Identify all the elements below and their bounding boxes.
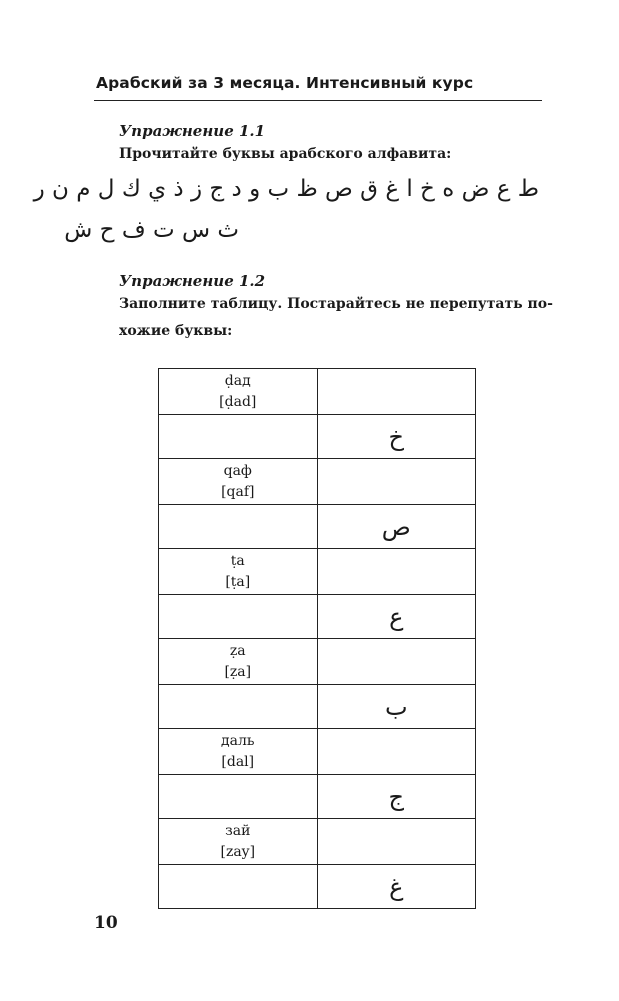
arabic-letter: ع bbox=[389, 602, 404, 631]
letter-name: qаф bbox=[223, 462, 252, 479]
letter-transcription: [ṭa] bbox=[225, 573, 251, 590]
arabic-letters-line-1: ط ع ض ه خ ا غ ق ص ظ ب و د ج ز ذ ي ك ل م ن ر bbox=[33, 176, 539, 202]
letter-transcription: [qaf] bbox=[221, 483, 255, 500]
arabic-letter: ج bbox=[388, 782, 405, 811]
arabic-letter: ص bbox=[381, 512, 411, 541]
exercise-2-instruction-line-1: Заполните таблицу. Постарайтесь не перепутать по- bbox=[119, 296, 553, 312]
letter-transcription: [ẓa] bbox=[224, 663, 252, 680]
arabic-letter-cell[interactable] bbox=[317, 549, 475, 595]
table-row bbox=[159, 595, 476, 639]
exercise-2-title: Упражнение 1.2 bbox=[119, 272, 266, 290]
table-row bbox=[159, 549, 476, 595]
letter-name: ṭа bbox=[230, 552, 245, 569]
arabic-letter-cell bbox=[317, 505, 475, 549]
page-number: 10 bbox=[94, 913, 118, 933]
table-row bbox=[159, 729, 476, 775]
arabic-letter-cell bbox=[317, 685, 475, 729]
letter-name: зай bbox=[225, 822, 251, 839]
arabic-letters-line-2: ث س ت ف ح ش bbox=[64, 217, 239, 243]
table-row bbox=[159, 639, 476, 685]
table-row bbox=[159, 369, 476, 415]
table-row bbox=[159, 685, 476, 729]
arabic-letter-cell bbox=[317, 415, 475, 459]
transliteration-cell[interactable] bbox=[159, 595, 318, 639]
arabic-letter-cell[interactable] bbox=[317, 819, 475, 865]
table-row bbox=[159, 505, 476, 549]
arabic-letter-cell bbox=[317, 595, 475, 639]
transliteration-cell bbox=[159, 459, 318, 505]
table-row bbox=[159, 415, 476, 459]
arabic-letter: ب bbox=[384, 692, 408, 721]
table-row bbox=[159, 865, 476, 909]
arabic-letter-cell[interactable] bbox=[317, 729, 475, 775]
transliteration-cell bbox=[159, 819, 318, 865]
letter-transcription: [zay] bbox=[220, 843, 256, 860]
exercise-2-instruction-line-2: хожие буквы: bbox=[119, 323, 233, 339]
table-row bbox=[159, 775, 476, 819]
letter-name: ẓа bbox=[229, 642, 246, 659]
arabic-letter-cell[interactable] bbox=[317, 369, 475, 415]
letter-transcription: [dal] bbox=[221, 753, 255, 770]
transliteration-cell[interactable] bbox=[159, 865, 318, 909]
transliteration-cell[interactable] bbox=[159, 685, 318, 729]
arabic-letter-cell bbox=[317, 775, 475, 819]
table-row bbox=[159, 459, 476, 505]
arabic-letter: خ bbox=[388, 422, 405, 451]
transliteration-cell[interactable] bbox=[159, 775, 318, 819]
transliteration-cell[interactable] bbox=[159, 415, 318, 459]
header-rule bbox=[94, 100, 542, 101]
transliteration-cell[interactable] bbox=[159, 505, 318, 549]
arabic-letter-cell[interactable] bbox=[317, 639, 475, 685]
letter-name: даль bbox=[221, 732, 255, 749]
running-header: Арабский за 3 месяца. Интенсивный курс bbox=[96, 74, 474, 92]
transliteration-cell bbox=[159, 639, 318, 685]
letter-name: ḍад bbox=[224, 372, 251, 389]
exercise-1-title: Упражнение 1.1 bbox=[119, 122, 266, 140]
transliteration-cell bbox=[159, 729, 318, 775]
arabic-letter-cell[interactable] bbox=[317, 459, 475, 505]
arabic-letter-cell bbox=[317, 865, 475, 909]
transliteration-cell bbox=[159, 369, 318, 415]
exercise-1-instruction: Прочитайте буквы арабского алфавита: bbox=[119, 146, 452, 162]
transliteration-cell bbox=[159, 549, 318, 595]
table-row bbox=[159, 819, 476, 865]
letter-transcription: [ḍad] bbox=[219, 393, 257, 410]
letters-table bbox=[158, 368, 476, 909]
arabic-letter: غ bbox=[389, 872, 404, 901]
